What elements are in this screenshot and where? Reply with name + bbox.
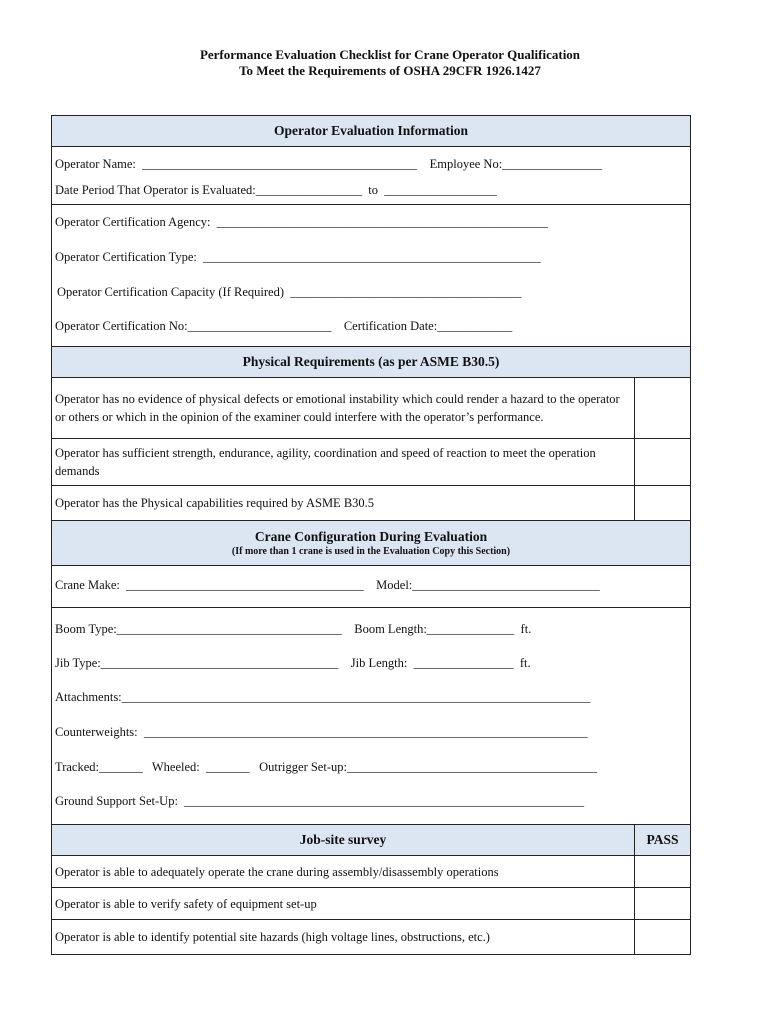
- certification-capacity-field[interactable]: Operator Certification Capacity (If Required) _____________________________________: [57, 285, 522, 299]
- physical-item-row: [52, 439, 690, 486]
- document-title: [0, 47, 770, 79]
- evaluation-form: [51, 115, 691, 955]
- jib-type-field[interactable]: Jib Type:______________________________________ Jib Length: ________________ ft.: [55, 656, 531, 670]
- physical-item-checkbox[interactable]: [635, 439, 690, 485]
- jobsite-title: Job-site survey: [52, 825, 635, 855]
- certification-agency-field[interactable]: Operator Certification Agency: _____________________________________________________: [55, 215, 548, 229]
- physical-requirements-header: Physical Requirements (as per ASME B30.5): [52, 347, 690, 378]
- title-line-1: Performance Evaluation Checklist for Crane Operator Qualification: [199, 47, 581, 62]
- jobsite-pass-checkbox[interactable]: [635, 888, 690, 919]
- physical-item-row: [52, 486, 690, 521]
- physical-item-checkbox[interactable]: [635, 486, 690, 520]
- crane-config-subtitle: (If more than 1 crane is used in the Evaluation Copy this Section): [231, 546, 511, 557]
- crane-config-title: Crane Configuration During Evaluation: [254, 529, 488, 544]
- crane-make-block: [52, 566, 690, 608]
- operator-name-block: [52, 147, 690, 205]
- crane-config-header: [52, 521, 690, 566]
- tracked-wheeled-field[interactable]: Tracked:_______ Wheeled: _______ Outrigger Set-up:________________________________________: [55, 760, 597, 774]
- evaluation-date-field[interactable]: Date Period That Operator is Evaluated:_________________ to __________________: [55, 183, 497, 197]
- physical-item-text: Operator has the Physical capabilities required by ASME B30.5: [52, 486, 635, 520]
- jobsite-item-text: Operator is able to verify safety of equipment set-up: [52, 888, 635, 919]
- jobsite-pass-checkbox[interactable]: [635, 856, 690, 887]
- physical-item-text: Operator has no evidence of physical defects or emotional instability which could render a hazard to the operator or others or which in the opinion of the examiner could interfere with the operator’s performance.: [52, 378, 635, 438]
- physical-item-text: Operator has sufficient strength, endurance, agility, coordination and speed of reaction to meet the operation demands: [52, 439, 635, 485]
- jobsite-pass-checkbox[interactable]: [635, 920, 690, 954]
- certification-number-field[interactable]: Operator Certification No:_______________________ Certification Date:____________: [55, 319, 513, 333]
- certification-block: [52, 205, 690, 347]
- jobsite-item-row: [52, 920, 690, 954]
- physical-item-checkbox[interactable]: [635, 378, 690, 438]
- pass-column-label: PASS: [646, 832, 679, 847]
- jobsite-item-row: [52, 856, 690, 888]
- crane-details-block: [52, 608, 690, 825]
- boom-type-field[interactable]: Boom Type:____________________________________ Boom Length:______________ ft.: [55, 622, 532, 636]
- jobsite-item-text: Operator is able to identify potential site hazards (high voltage lines, obstructions, etc.): [52, 920, 635, 954]
- physical-item-row: [52, 378, 690, 439]
- operator-info-header: Operator Evaluation Information: [52, 116, 690, 147]
- operator-name-field[interactable]: Operator Name: ____________________________________________ Employee No:________________: [55, 157, 603, 171]
- crane-make-field[interactable]: Crane Make: ______________________________________ Model:______________________________: [55, 578, 600, 592]
- ground-support-field[interactable]: Ground Support Set-Up: ________________________________________________________________: [55, 794, 585, 808]
- certification-type-field[interactable]: Operator Certification Type: ______________________________________________________: [55, 250, 541, 264]
- title-line-2: To Meet the Requirements of OSHA 29CFR 1926.1427: [239, 63, 541, 78]
- jobsite-item-row: [52, 888, 690, 920]
- jobsite-header: [52, 825, 690, 856]
- counterweights-field[interactable]: Counterweights: _______________________________________________________________________: [55, 725, 588, 739]
- attachments-field[interactable]: Attachments:___________________________________________________________________________: [55, 690, 591, 704]
- jobsite-item-text: Operator is able to adequately operate the crane during assembly/disassembly operations: [52, 856, 635, 887]
